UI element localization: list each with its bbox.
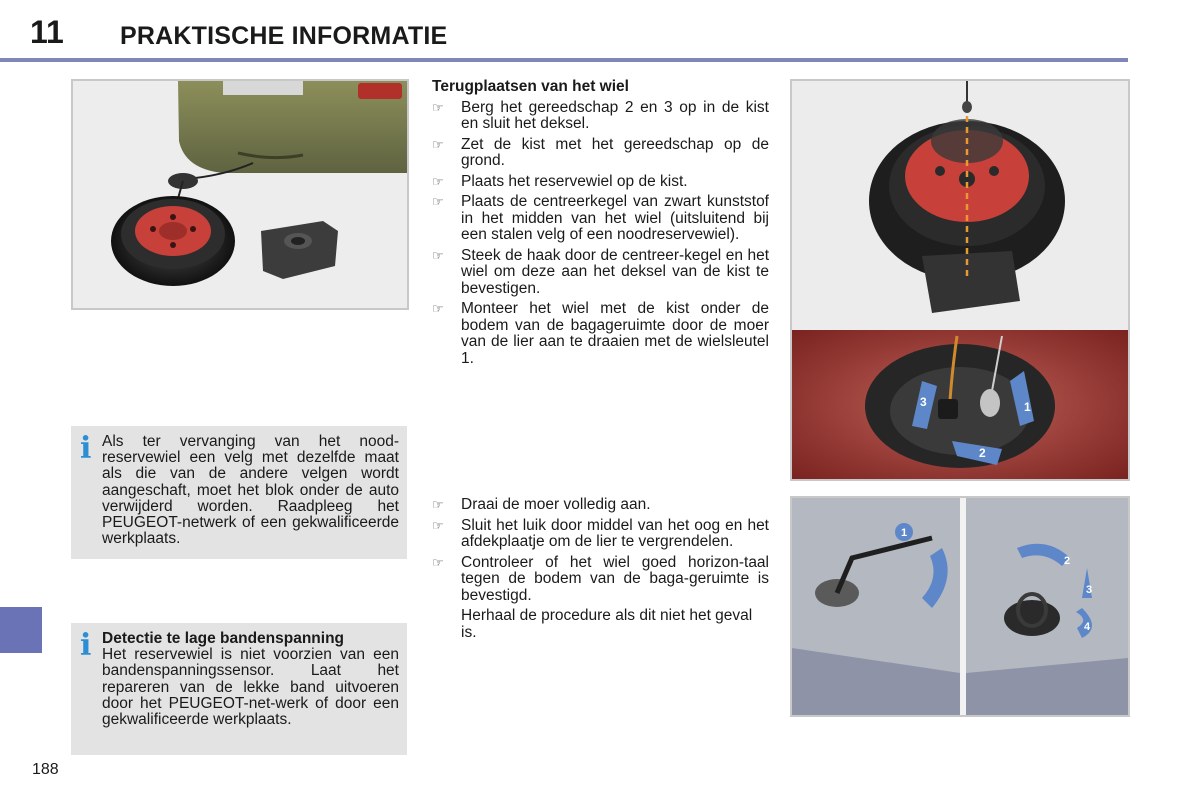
pointing-hand-icon: ☞ (432, 99, 444, 115)
list-item: ☞ Steek de haak door de centreer-kegel en het wiel om deze aan het deksel van de kist te bevestigen. (432, 246, 769, 297)
label-step-2: 2 (979, 446, 986, 460)
info-box-title: Detectie te lage bandenspanning (102, 630, 345, 647)
pointing-hand-icon: ☞ (432, 554, 444, 570)
pointing-hand-icon: ☞ (432, 136, 444, 152)
list-item: ☞ Berg het gereedschap 2 en 3 op in de kist en sluit het deksel. (432, 98, 769, 132)
figure-winch-locking (790, 496, 1130, 717)
label-lock-3: 3 (1086, 584, 1093, 596)
list-item: ☞ Monteer het wiel met de kist onder de bodem van de bagageruimte door de moer van de lier aan te draaien met de wielsleutel 1. (432, 300, 769, 367)
pointing-hand-icon: ☞ (432, 497, 444, 512)
label-step-1: 1 (1024, 400, 1031, 414)
label-step-3: 3 (920, 395, 927, 409)
info-box-replacement-rim (71, 426, 407, 559)
instructions-bottom (432, 497, 769, 645)
pointing-hand-icon: ☞ (432, 173, 444, 189)
instructions-top (432, 79, 769, 371)
info-icon: i (80, 628, 92, 663)
list-item: ☞ Plaats het reservewiel op de kist. (432, 172, 688, 190)
list-item: ☞ Zet de kist met het gereedschap op de grond. (432, 135, 769, 169)
info-box-text: Als ter vervanging van het nood-reservewiel een velg met dezelfde maat als die van de andere velgen wordt aangeschaft, moet het blok onder de auto verwijderd worden. Raadpleeg het PEUGEOT-netwerk of een gekwalificeerde werkplaats. (102, 433, 399, 548)
label-lock-4: 4 (1084, 621, 1091, 633)
chapter-number: 11 (30, 14, 64, 50)
list-item: ☞ Sluit het luik door middel van het oog en het afdekplaatje om de lier te vergrendelen. (432, 516, 769, 550)
closing-paragraph: Herhaal de procedure als dit niet het geval is. (461, 607, 753, 641)
list-item: ☞ Controleer of het wiel goed horizon-taal tegen de bodem van de baga-geruimte is bevestigd. (432, 553, 769, 604)
label-lock-2: 2 (1064, 555, 1071, 567)
pointing-hand-icon: ☞ (432, 247, 444, 263)
label-winch-1: 1 (901, 527, 908, 539)
info-box-tyre-pressure (71, 623, 407, 755)
section-title: Terugplaatsen van het wiel (432, 78, 629, 95)
pointing-hand-icon: ☞ (432, 517, 444, 533)
chapter-side-tab (0, 607, 42, 653)
info-icon: i (80, 431, 92, 466)
figure-car-spare-wheel (71, 79, 409, 310)
list-item: ☞ Plaats de centreerkegel van zwart kunststof in het midden van het wiel (uitsluitend bij een stalen velg of een noodreservewiel). (432, 193, 769, 243)
pointing-hand-icon: ☞ (432, 194, 444, 209)
page-number: 188 (32, 761, 59, 778)
toolbox (261, 221, 338, 279)
pointing-hand-icon: ☞ (432, 301, 444, 316)
header-rule (0, 58, 1128, 62)
figure-wheel-assembly (790, 79, 1130, 481)
chapter-title: PRAKTISCHE INFORMATIE (120, 22, 448, 50)
info-box-text: Het reservewiel is niet voorzien van een bandenspanningssensor. Laat het repareren van de lekke band uitvoeren door het PEUGEOT-net-werk of door een gekwalificeerde werkplaats. (102, 646, 399, 729)
list-item: ☞ Draai de moer volledig aan. (432, 496, 651, 513)
